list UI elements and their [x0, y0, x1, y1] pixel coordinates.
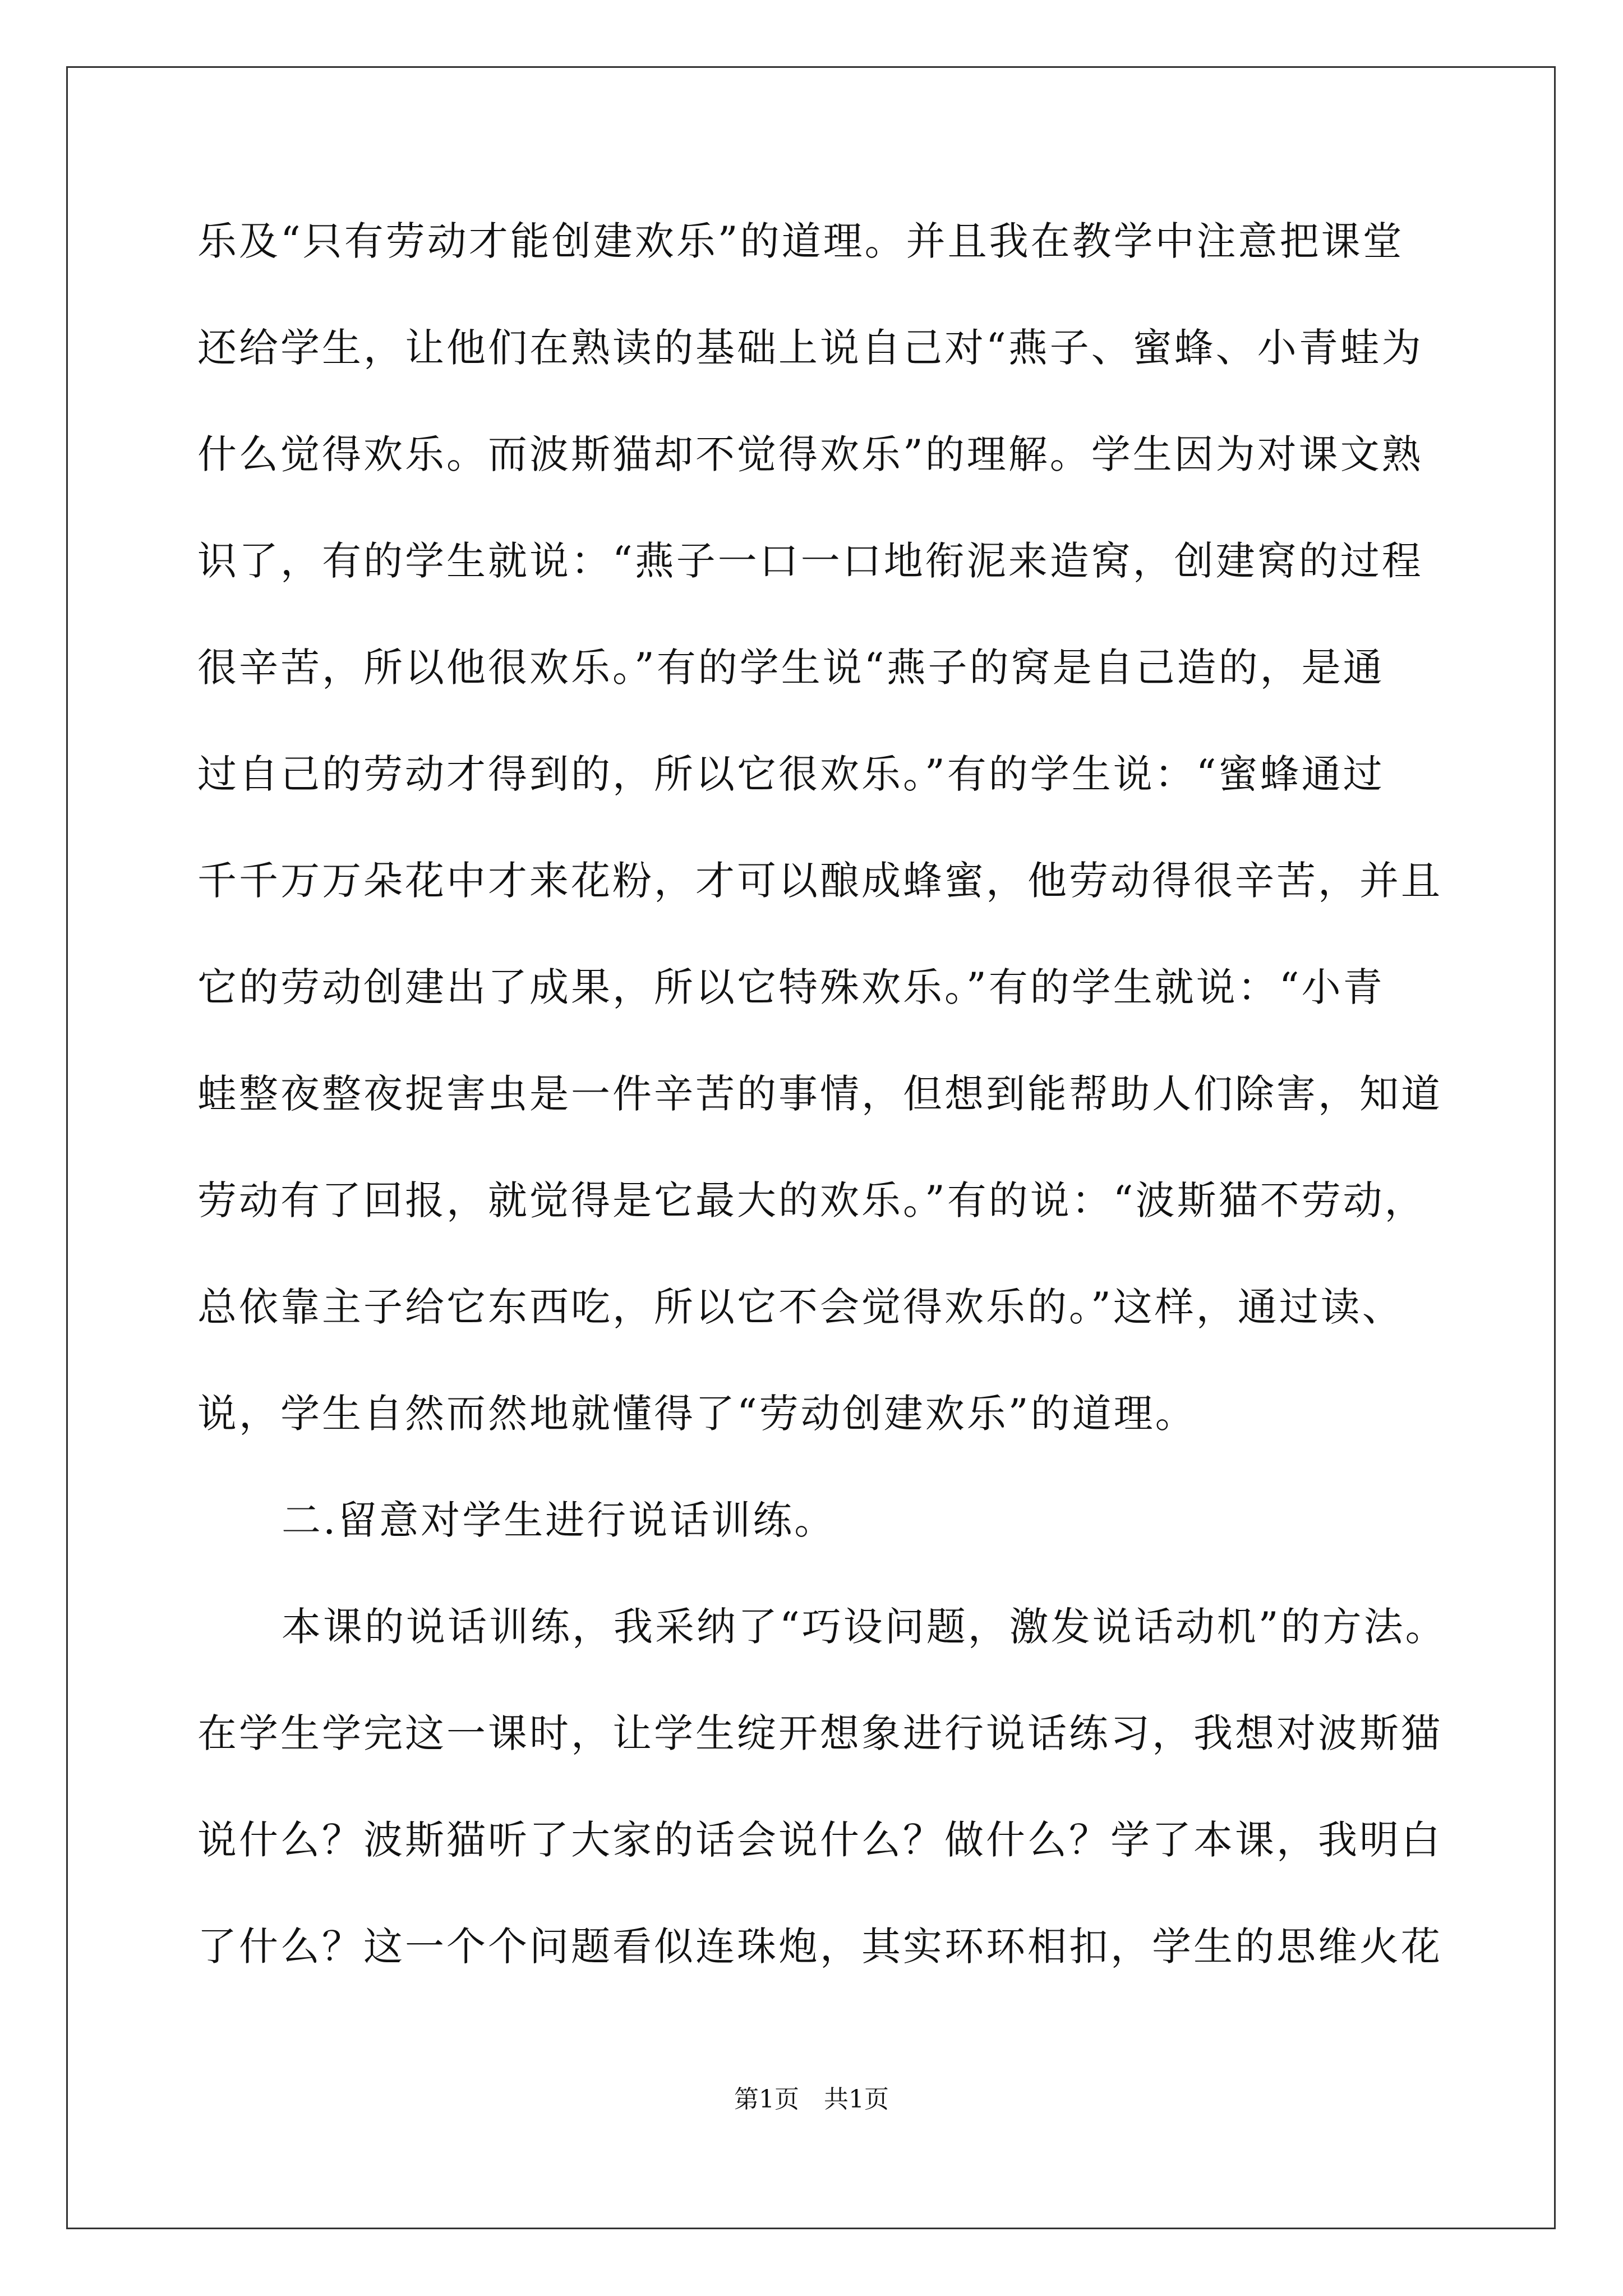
- text-line: 过自己的劳动才得到的，所以它很欢乐。”有的学生说：“蜜蜂通过: [197, 751, 1385, 797]
- paragraph-start-line: 本课的说话训练，我采纳了“巧设问题，激发说话动机”的方法。: [282, 1604, 1447, 1650]
- page-footer: [0, 2079, 1623, 2115]
- text-line: 总依靠主子给它东西吃，所以它不会觉得欢乐的。”这样，通过读、: [197, 1284, 1404, 1330]
- text-line: 很辛苦，所以他很欢乐。”有的学生说“燕子的窝是自己造的，是通: [197, 645, 1385, 691]
- text-line: 千千万万朵花中才来花粉，才可以酿成蜂蜜，他劳动得很辛苦，并且: [197, 858, 1442, 904]
- text-line: 说，学生自然而然地就懂得了“劳动创建欢乐”的道理。: [197, 1391, 1197, 1437]
- text-line: 了什么？这一个个问题看似连珠炮，其实环环相扣，学生的思维火花: [197, 1924, 1442, 1970]
- page-number-label: 第1页 共1页: [734, 2085, 889, 2114]
- text-line: 什么觉得欢乐。而波斯猫却不觉得欢乐”的理解。学生因为对课文熟: [197, 431, 1423, 477]
- text-line: 劳动有了回报，就觉得是它最大的欢乐。”有的说：“波斯猫不劳动，: [197, 1177, 1426, 1223]
- text-line: 说什么？波斯猫听了大家的话会说什么？做什么？学了本课，我明白: [197, 1817, 1442, 1863]
- text-line: 识了，有的学生就说：“燕子一口一口地衔泥来造窝，创建窝的过程: [197, 538, 1423, 584]
- text-line: 它的劳动创建出了成果，所以它特殊欢乐。”有的学生就说：“小青: [197, 964, 1385, 1010]
- text-line: 在学生学完这一课时，让学生绽开想象进行说话练习，我想对波斯猫: [197, 1710, 1442, 1756]
- section-heading: 二.留意对学生进行说话训练。: [282, 1497, 836, 1543]
- document-body: [197, 213, 1447, 2025]
- text-line: 乐及“只有劳动才能创建欢乐”的道理。并且我在教学中注意把课堂: [197, 218, 1404, 264]
- text-line: 还给学生，让他们在熟读的基础上说自己对“燕子、蜜蜂、小青蛙为: [197, 325, 1423, 371]
- text-line: 蛙整夜整夜捉害虫是一件辛苦的事情，但想到能帮助人们除害，知道: [197, 1071, 1442, 1117]
